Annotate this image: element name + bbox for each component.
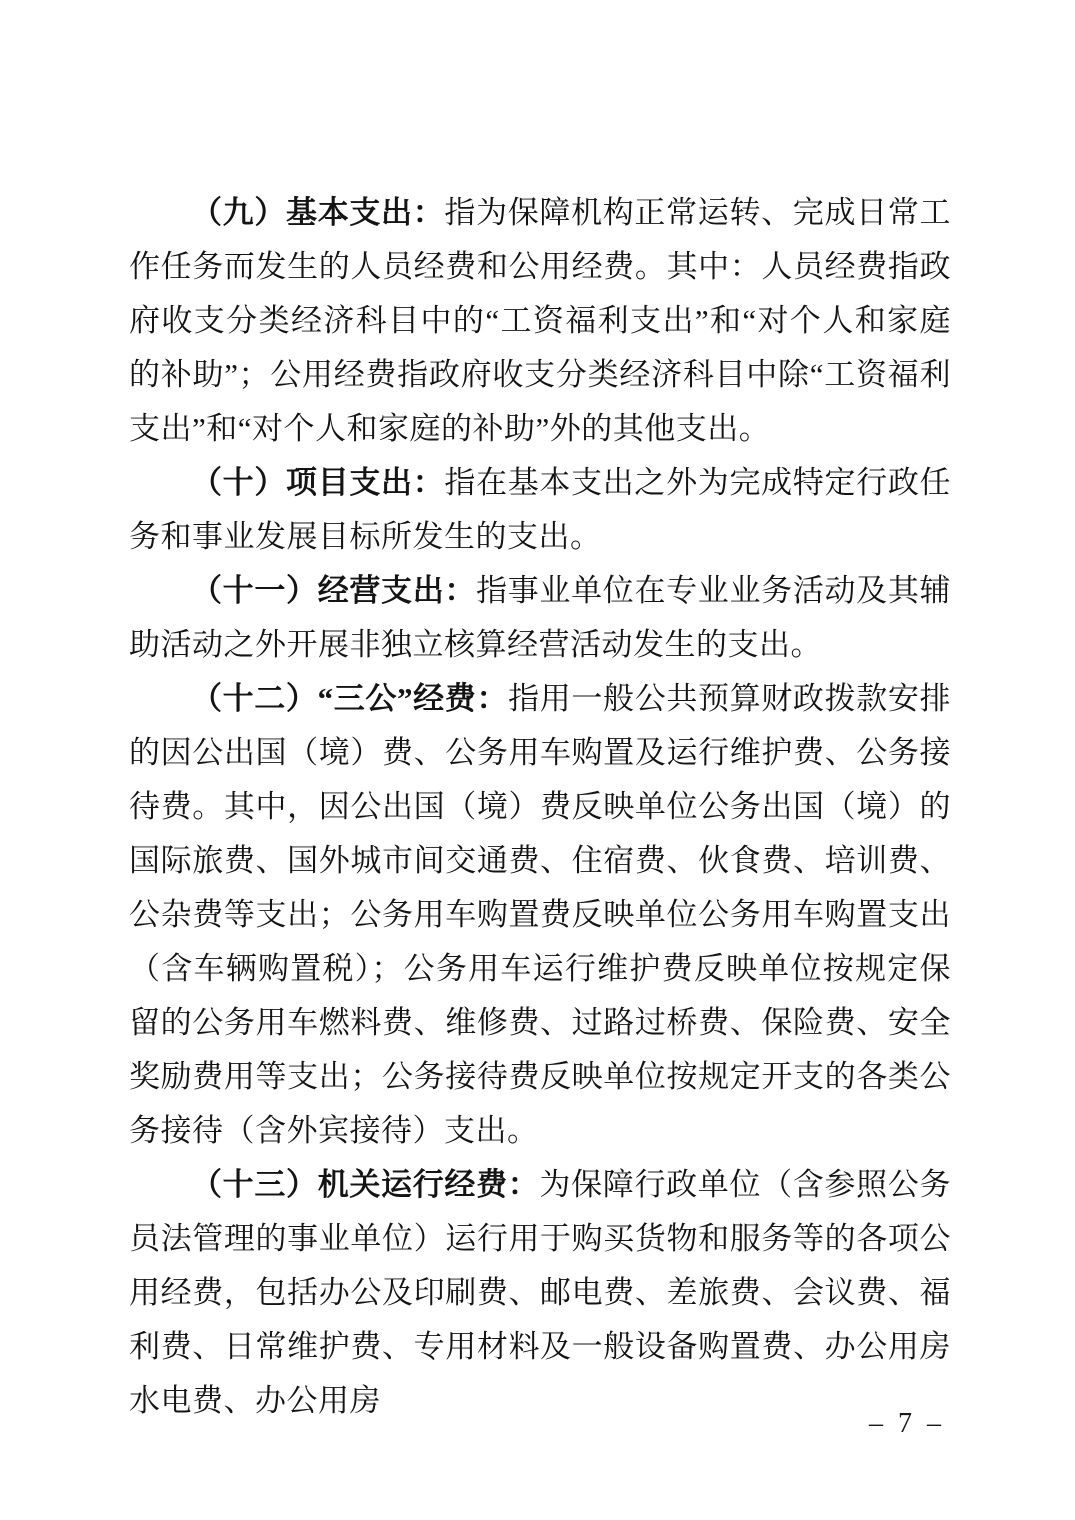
page-number: – 7 – — [869, 1408, 945, 1439]
term-label: （九）基本支出： — [191, 195, 445, 230]
term-label: （十一）经营支出： — [191, 573, 477, 608]
term-definition: 指在基本支出之外为完成特定行政任务和事业发展目标所发生的支出。 — [129, 465, 951, 554]
term-label: （十二）“三公”经费： — [191, 681, 509, 716]
term-label: （十）项目支出： — [191, 465, 445, 500]
term-definition: 为保障行政单位（含参照公务员法管理的事业单位）运行用于购买货物和服务等的各项公用经费，包括办公及印刷费、邮电费、差旅费、会议费、福利费、日常维护费、专用材料及一般设备购置费、办公用房水电费、办公用房 — [129, 1167, 952, 1418]
paragraph-operating-expenditure — [129, 564, 951, 672]
paragraph-three-public-funds — [129, 672, 951, 1158]
paragraph-basic-expenditure — [129, 186, 951, 456]
term-label: （十三）机关运行经费： — [191, 1167, 540, 1202]
paragraph-project-expenditure — [129, 456, 951, 564]
term-definition: 指用一般公共预算财政拨款安排的因公出国（境）费、公务用车购置及运行维护费、公务接待费。其中，因公出国（境）费反映单位公务出国（境）的国际旅费、国外城市间交通费、住宿费、伙食费、培训费、公杂费等支出；公务用车购置费反映单位公务用车购置支出（含车辆购置税）；公务用车运行维护费反映单位按规定保留的公务用车燃料费、维修费、过路过桥费、保险费、安全奖励费用等支出；公务接待费反映单位按规定开支的各类公务接待（含外宾接待）支出。 — [129, 681, 952, 1148]
document-body — [129, 186, 951, 1428]
paragraph-agency-operating-funds — [129, 1158, 951, 1428]
term-definition: 指为保障机构正常运转、完成日常工作任务而发生的人员经费和公用经费。其中：人员经费指政府收支分类经济科目中的“工资福利支出”和“对个人和家庭的补助”；公用经费指政府收支分类经济科目中除“工资福利支出”和“对个人和家庭的补助”外的其他支出。 — [129, 195, 951, 446]
term-definition: 指事业单位在专业业务活动及其辅助活动之外开展非独立核算经营活动发生的支出。 — [129, 573, 952, 662]
